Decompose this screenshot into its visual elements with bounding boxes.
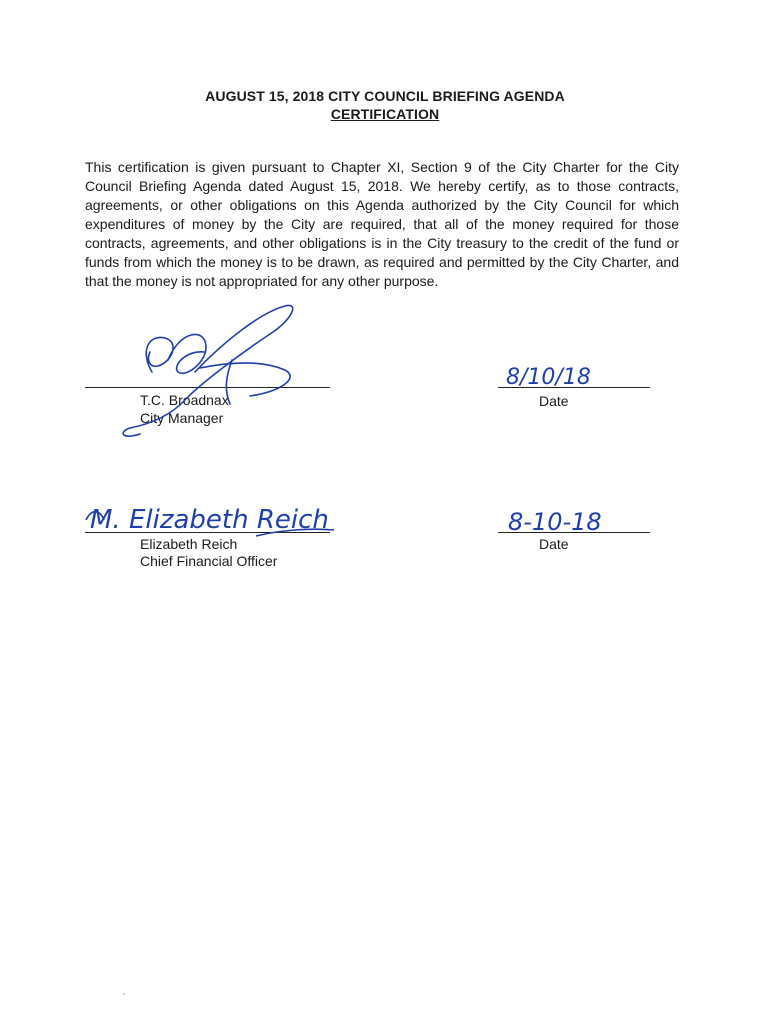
signer-name: Elizabeth Reich (140, 536, 238, 552)
signer-title: Chief Financial Officer (140, 553, 278, 569)
document-subtitle: CERTIFICATION (330, 106, 440, 122)
date-label: Date (539, 393, 569, 409)
signature-reich (86, 505, 334, 536)
certification-paragraph: This certification is given pursuant to Chapter XI, Section 9 of the City Charter for the City Council Briefing Agenda dated August 15, 2018. We hereby certify, as to those contracts, agreements, or other obligations on this Agenda authorized by the City Council for which expenditures of money by the City are required, that all of the money required for those contracts, agreements, and other obligations is in the City treasury to the credit of the fund or funds from which the money is to be drawn, as required and permitted by the City Charter, and that the money is not appropriated for any other purpose. (85, 159, 679, 289)
signature-broadnax (123, 305, 293, 436)
signer-name: T.C. Broadnax (140, 392, 229, 408)
signer-title: City Manager (140, 410, 224, 426)
scan-speck (123, 993, 125, 995)
handwritten-date-text: 8-10-18 (508, 508, 602, 536)
document-title: AUGUST 15, 2018 CITY COUNCIL BRIEFING AGENDA (205, 88, 565, 104)
date-label: Date (539, 536, 569, 552)
handwritten-date-1 (506, 365, 591, 390)
handwritten-date-2 (508, 508, 602, 536)
handwritten-date-text: 8/10/18 (506, 365, 591, 390)
handwritten-signature-text: M. Elizabeth Reich (90, 505, 329, 535)
